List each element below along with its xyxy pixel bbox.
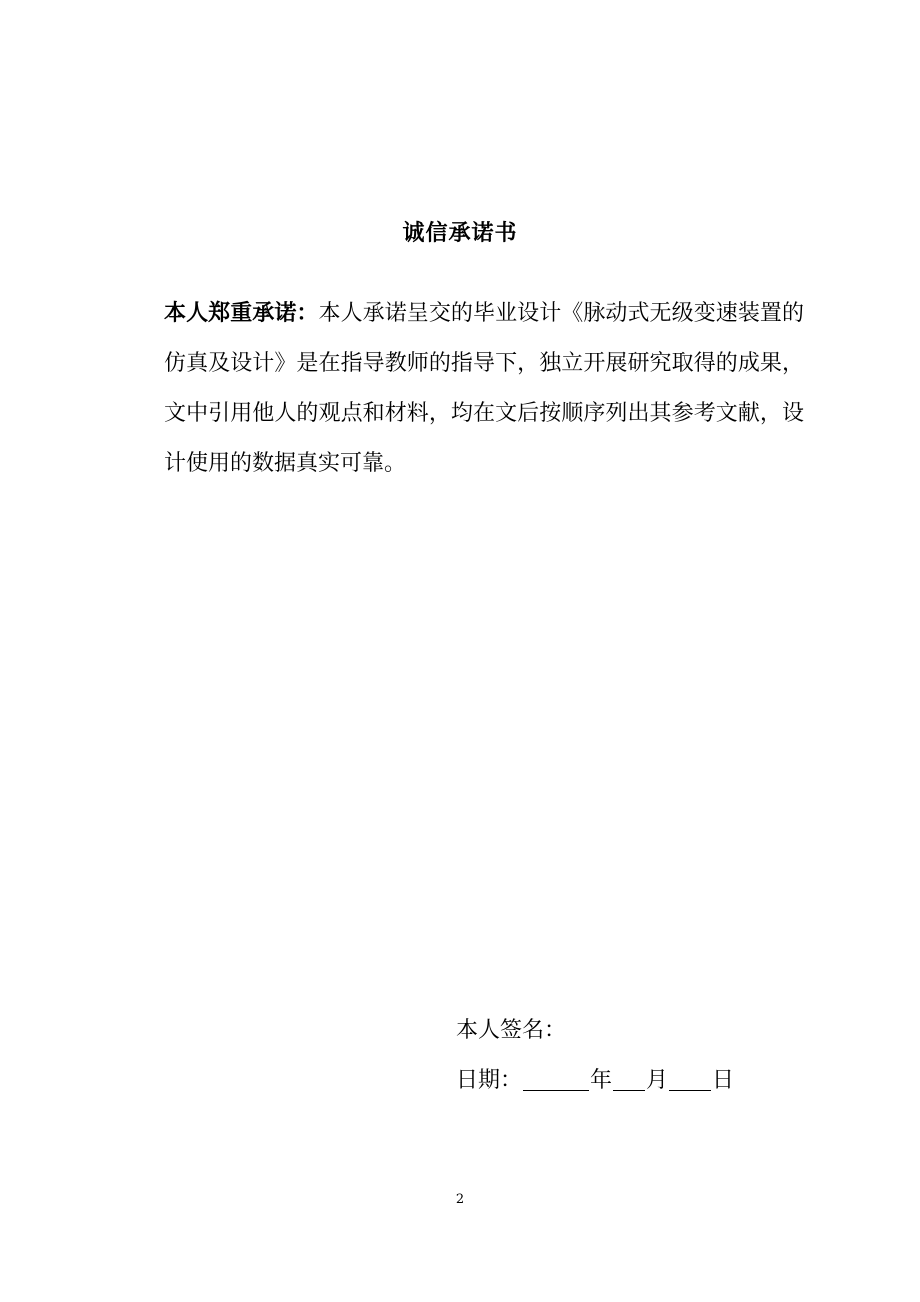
commitment-lead: 本人郑重承诺：: [164, 300, 319, 326]
document-title: 诚信承诺书: [402, 220, 518, 246]
year-blank-line: [523, 1066, 589, 1091]
signature-label: 本人签名：: [456, 1018, 567, 1043]
page-number: 2: [455, 1192, 465, 1207]
month-unit: 月: [646, 1068, 669, 1093]
year-unit: 年: [590, 1068, 613, 1093]
day-unit: 日: [712, 1068, 735, 1093]
month-blank-line: [613, 1066, 645, 1091]
day-blank-line: [669, 1066, 711, 1091]
commitment-body: 本人承诺呈交的毕业设计《脉动式无级变速装置的仿真及设计》是在指导教师的指导下，独立开展研究取得的成果，文中引用他人的观点和材料，均在文后按顺序列出其参考文献，设计使用的数据真实可靠。: [164, 301, 804, 476]
date-label: 日期：: [456, 1068, 523, 1093]
date-row: [456, 1066, 734, 1096]
commitment-paragraph: [164, 288, 804, 489]
signature-row: [456, 1016, 566, 1046]
